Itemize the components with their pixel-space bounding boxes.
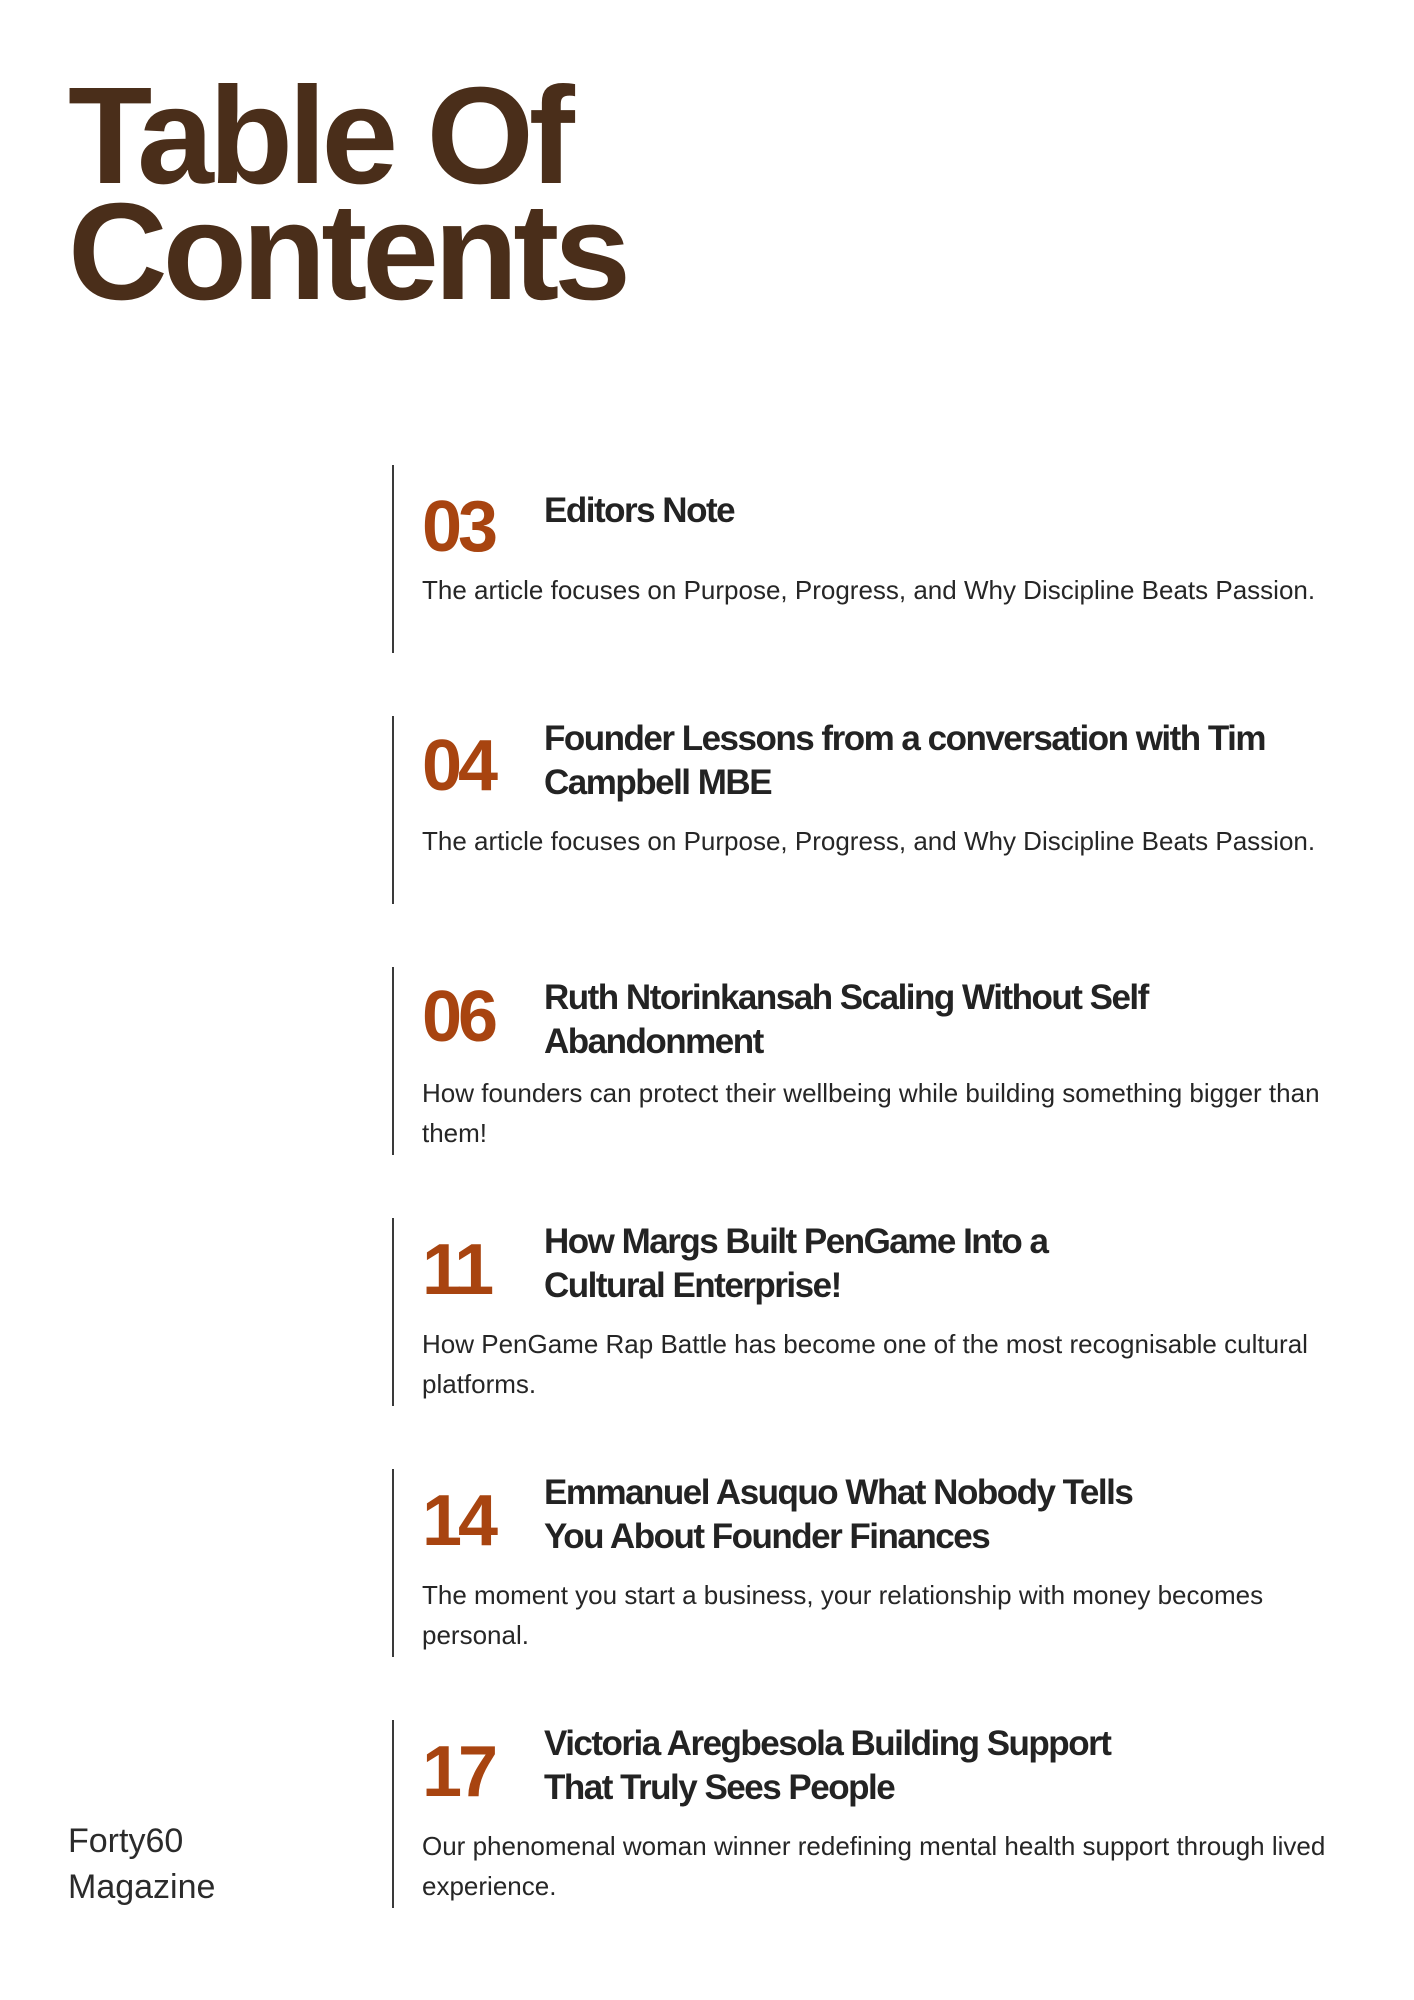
toc-entry-description: The article focuses on Purpose, Progress, and Why Discipline Beats Passion. <box>422 826 1316 856</box>
toc-entry-description: Our phenomenal woman winner redefining mental health support through lived experience. <box>422 1831 1326 1901</box>
page-title-line-1: Table Of <box>68 59 570 213</box>
toc-entry-title: Victoria Aregbesola Building Support That Truly Sees People <box>544 1724 1111 1807</box>
toc-entry-title: Ruth Ntorinkansah Scaling Without Self Abandonment <box>544 978 1148 1061</box>
magazine-brand <box>68 1818 215 1910</box>
page-title <box>68 59 626 329</box>
toc-entry-title: Editors Note <box>544 491 735 530</box>
page-title-line-2: Contents <box>68 175 626 329</box>
toc-entry-description: How founders can protect their wellbeing while building something bigger than them! <box>422 1078 1320 1148</box>
toc-entry-page-number: 14 <box>422 1481 495 1561</box>
toc-entry-page-number: 04 <box>422 726 495 806</box>
brand-line-2: Magazine <box>68 1868 216 1906</box>
toc-entry[interactable] <box>392 1720 1374 1908</box>
toc-entry-page-number: 11 <box>422 1230 491 1310</box>
toc-entry-page-number: 06 <box>422 977 495 1057</box>
toc-entry[interactable] <box>392 967 1374 1155</box>
toc-entry-description: The article focuses on Purpose, Progress, and Why Discipline Beats Passion. <box>422 575 1316 605</box>
toc-entry-description: How PenGame Rap Battle has become one of the most recognisable cultural platforms. <box>422 1329 1308 1399</box>
toc-entry[interactable] <box>392 716 1374 904</box>
toc-entry[interactable] <box>392 465 1374 653</box>
toc-entry[interactable] <box>392 1469 1374 1657</box>
toc-entry-description: The moment you start a business, your relationship with money becomes personal. <box>422 1580 1264 1650</box>
toc-entry-title: How Margs Built PenGame Into a Cultural Enterprise! <box>544 1222 1048 1305</box>
toc-entry-title: Emmanuel Asuquo What Nobody Tells You About Founder Finances <box>544 1473 1133 1556</box>
toc-entry-page-number: 17 <box>422 1732 495 1812</box>
toc-entry[interactable] <box>392 1218 1374 1406</box>
toc-entry-page-number: 03 <box>422 487 495 567</box>
brand-line-1: Forty60 <box>68 1822 184 1860</box>
toc-entry-title: Founder Lessons from a conversation with Tim Campbell MBE <box>544 719 1265 802</box>
